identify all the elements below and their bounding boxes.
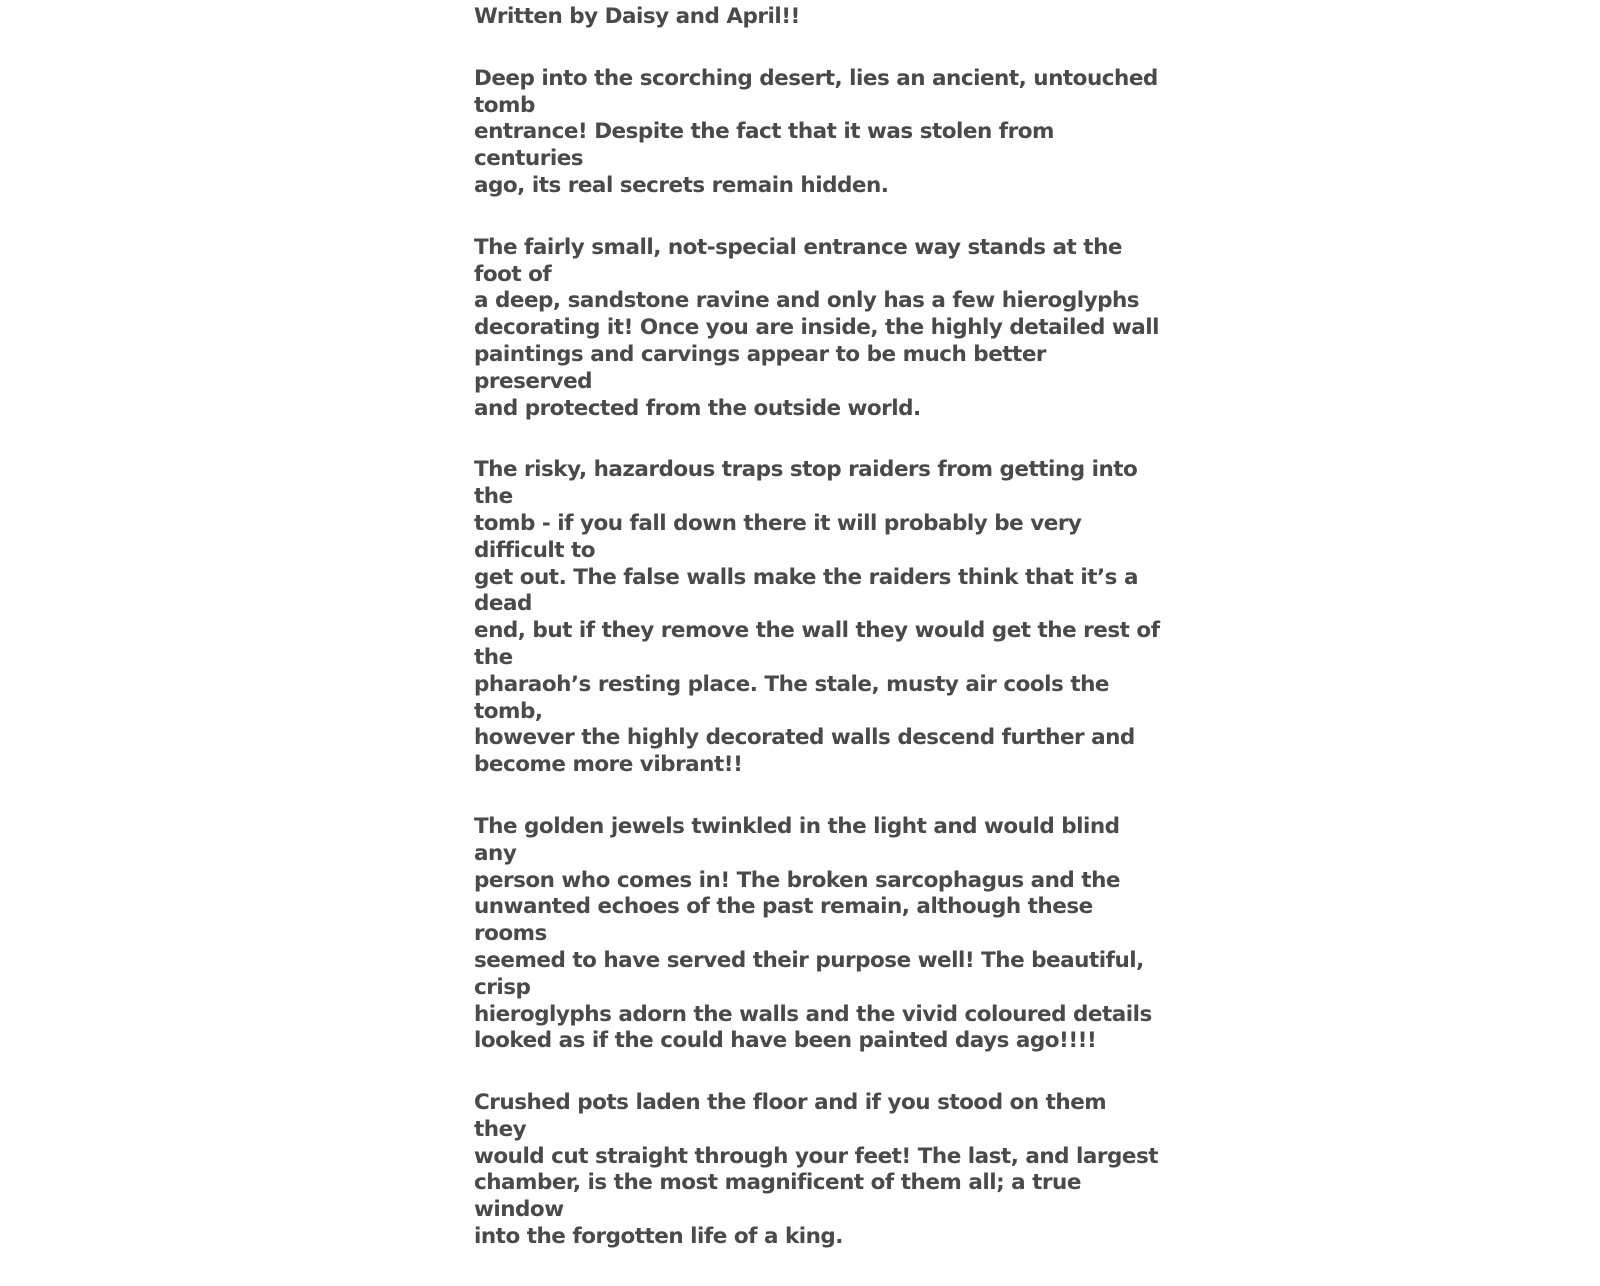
paragraph-traps: The risky, hazardous traps stop raiders from getting into the tomb - if you fall down there it will probably be very difficult to get out. The false walls make the raiders think that it’s a dead end, but if they remove the wall they would get the rest of the pharaoh’s resting place. The stale, musty air cools the tomb, however the highly decorated walls descend further and become more vibrant!! xyxy=(474,457,1160,778)
paragraph-entrance-way: The fairly small, not-special entrance way stands at the foot of a deep, sandstone ravine and only has a few hieroglyphs decorating it! Once you are inside, the highly detailed wall paintings and carvings appear to be much better preserved and protected from the outside world. xyxy=(474,234,1159,421)
paragraph-crushed-pots: Crushed pots laden the floor and if you stood on them they would cut straight through your feet! The last, and largest chamber, is the most magnificent of them all; a true window into the forgotten life of a king. xyxy=(474,1090,1159,1250)
paragraph-desert-entrance: Deep into the scorching desert, lies an ancient, untouched tomb entrance! Despite the fact that it was stolen from centuries ago, its real secrets remain hidden. xyxy=(474,65,1158,198)
document-body xyxy=(474,4,1164,1286)
paragraph-golden-jewels: The golden jewels twinkled in the light and would blind any person who comes in! The broken sarcophagus and the unwanted echoes of the past remain, although these rooms seemed to have served their purpose well! The beautiful, crisp hieroglyphs adorn the walls and the vivid coloured details looked as if the could have been painted days ago!!!! xyxy=(474,813,1152,1054)
byline: Written by Daisy and April!! xyxy=(474,4,800,29)
